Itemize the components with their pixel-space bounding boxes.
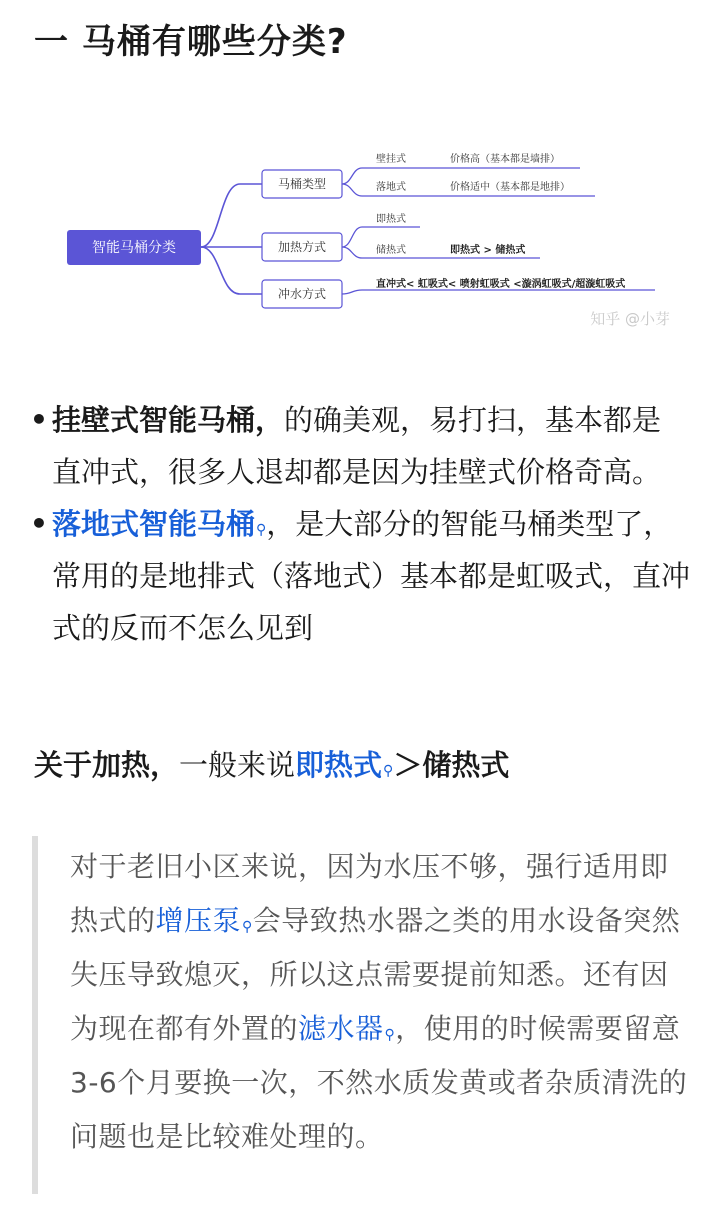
heating-suffix: ＞储热式 [393,748,510,782]
branch-label-type: 马桶类型 [277,177,327,191]
bullet-floor-standing [30,498,690,654]
branch-label-heat: 加热方式 [277,240,327,254]
leaf-instant-heat: 即热式 [376,214,406,225]
heating-subheading [34,742,509,788]
quote-part-3: ，使用的时候需要留意3-6个月要换一次，不然水质发黄或者杂质清洗的问题也是比较难处理的。 [70,1012,688,1153]
link-floor-standing-toilet[interactable]: 落地式智能马桶 [52,507,256,541]
bullet-text: ，是大部分的智能马桶类型了，常用的是地排式（落地式）基本都是虹吸式，直冲式的反而不怎么见到 [52,507,691,645]
leaf-wall-mounted-desc: 价格高（基本都是墙排） [450,154,560,165]
search-icon[interactable]: ⚲ [384,1027,396,1043]
mindmap-diagram [0,120,720,340]
leaf-floor-standing: 落地式 [376,182,406,193]
quote-text [38,836,694,1164]
connector-flush-leaf [342,290,655,294]
leaf-wall-mounted: 壁挂式 [376,154,406,165]
bullet-dot: • [30,403,48,436]
search-icon[interactable]: ⚲ [242,919,253,935]
quote-part-1: 对于老旧小区来说，因为水压不够，强行适用即热式的 [70,850,669,937]
search-icon[interactable]: ⚲ [383,763,394,779]
leaf-storage-heat: 储热式 [376,245,406,256]
link-instant-heat[interactable]: 即热式 [295,748,383,782]
bullet-dot: • [30,507,48,540]
section-heading: 一 马桶有哪些分类? [34,22,348,62]
link-booster-pump[interactable]: 增压泵 [155,904,242,937]
bullet-list [30,394,690,654]
heating-prefix: 关于加热， [34,748,180,782]
leaf-flush-desc: 直冲式< 虹吸式< 喷射虹吸式 <漩涡虹吸式/超漩虹吸式 [376,279,626,290]
blockquote [32,836,694,1194]
quote-part-2: 会导致热水器之类的用水设备突然失压导致熄灭，所以这点需要提前知悉。还有因为现在都有外置的 [70,904,681,1045]
mindmap-root-label: 智能马桶分类 [92,240,176,256]
connector-root-flush [201,247,262,294]
search-icon[interactable]: ⚲ [256,522,267,538]
leaf-floor-standing-desc: 价格适中（基本都是地排） [450,182,570,193]
bullet-lead: 挂壁式智能马桶， [52,403,285,437]
connector-root-type [201,184,262,247]
leaf-storage-heat-desc: 即热式 > 储热式 [450,245,526,256]
bullet-wall-mounted [30,394,690,498]
branch-label-flush: 冲水方式 [277,287,327,301]
heating-mid: 一般来说 [179,748,296,782]
link-water-filter[interactable]: 滤水器 [298,1012,384,1045]
classification-mindmap [0,120,720,340]
watermark: 知乎 @小芽 [590,310,670,328]
bullet-text: 的确美观，易打扫，基本都是直冲式，很多人退却都是因为挂壁式价格奇高。 [52,403,662,489]
